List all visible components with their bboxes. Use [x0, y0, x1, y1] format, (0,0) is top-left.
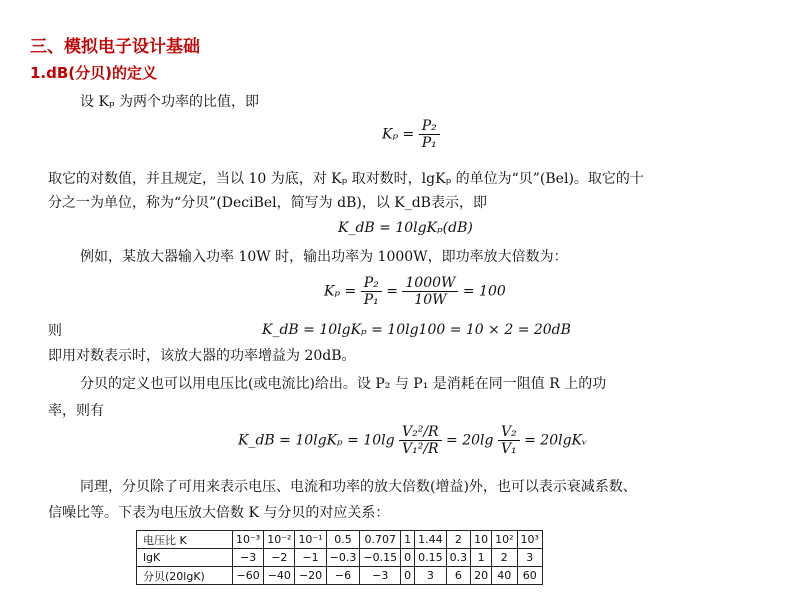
- table-cell: 40: [492, 567, 517, 585]
- table-cell: 2: [492, 549, 517, 567]
- eq1-denominator: P₁: [421, 135, 437, 151]
- paragraph-2-line-2: 分之一为单位，称为“分贝”(DeciBel，简写为 dB)，以 K_dB表示，即: [48, 195, 487, 211]
- paragraph-6-line-1: 同理，分贝除了可用来表示电压、电流和功率的放大倍数(增益)外，也可以表示衰减系数、: [80, 479, 637, 495]
- paragraph-2-line-1: 取它的对数值，并且规定，当以 10 为底，对 Kₚ 取对数时，lgKₚ 的单位为“贝”(Bel)。取它的十: [48, 171, 644, 187]
- table-cell: 10⁻²: [264, 531, 295, 549]
- equation-5: [238, 424, 587, 457]
- eq5-mid: = 20lg: [446, 432, 494, 449]
- table-cell: 1: [471, 549, 492, 567]
- table-cell: 0.3: [446, 549, 471, 567]
- eq1-lhs: Kₚ =: [382, 126, 415, 143]
- table-cell: 0.15: [415, 549, 447, 567]
- table-cell: 1.44: [415, 531, 447, 549]
- eq3-numerator-2: 1000W: [402, 275, 458, 292]
- table-row-label: lgK: [137, 549, 233, 567]
- eq1-numerator: P₂: [419, 118, 440, 135]
- table-cell: 2: [446, 531, 471, 549]
- eq3-numerator-1: P₂: [361, 275, 382, 292]
- eq3-denominator-2: 10W: [414, 292, 447, 308]
- table-row-label: 分贝(20lgK): [137, 567, 233, 585]
- table-cell: −60: [233, 567, 264, 585]
- table-cell: 10²: [492, 531, 517, 549]
- table-row: [137, 567, 543, 585]
- table-cell: 0: [401, 549, 415, 567]
- paragraph-4: 即用对数表示时，该放大器的功率增益为 20dB。: [48, 348, 356, 364]
- table-cell: 0: [401, 567, 415, 585]
- table-cell: −2: [264, 549, 295, 567]
- table-cell: 10: [471, 531, 492, 549]
- table-row: [137, 531, 543, 549]
- paragraph-5-line-2: 率，则有: [48, 403, 104, 419]
- eq3-fraction-1: [361, 275, 382, 308]
- table-cell: −3: [360, 567, 401, 585]
- table-cell: 0.707: [360, 531, 401, 549]
- paragraph-6-line-2: 信噪比等。下表为电压放大倍数 K 与分贝的对应关系：: [48, 505, 390, 521]
- table-cell: −1: [295, 549, 326, 567]
- table-cell: −0.3: [326, 549, 360, 567]
- table-cell: 60: [517, 567, 542, 585]
- table-cell: 3: [517, 549, 542, 567]
- table-cell: −40: [264, 567, 295, 585]
- equation-1: [382, 118, 440, 151]
- eq5-rhs: = 20lgKᵥ: [524, 432, 588, 449]
- table-cell: 0.5: [326, 531, 360, 549]
- section-title: 三、模拟电子设计基础: [30, 37, 200, 57]
- equation-4: K_dB = 10lgKₚ = 10lg100 = 10 × 2 = 20dB: [262, 322, 571, 338]
- table-cell: −0.15: [360, 549, 401, 567]
- eq3-equals: =: [386, 283, 398, 300]
- eq5-denominator-2: V₁: [500, 441, 517, 457]
- eq3-denominator-1: P₁: [363, 292, 379, 308]
- equation-2: K_dB = 10lgKₚ(dB): [338, 220, 473, 236]
- subsection-title: 1.dB(分贝)的定义: [30, 64, 158, 82]
- eq5-numerator-1: V₂²/R: [399, 424, 442, 441]
- table-cell: 10⁻³: [233, 531, 264, 549]
- table-cell: −20: [295, 567, 326, 585]
- eq5-denominator-1: V₁²/R: [402, 441, 439, 457]
- db-table-body: [137, 531, 543, 585]
- paragraph-1: 设 Kₚ 为两个功率的比值，即: [80, 94, 259, 110]
- eq5-lhs: K_dB = 10lgKₚ = 10lg: [238, 432, 395, 449]
- table-cell: 20: [471, 567, 492, 585]
- table-cell: −3: [233, 549, 264, 567]
- eq5-fraction-2: [498, 424, 520, 457]
- table-cell: 3: [415, 567, 447, 585]
- table-cell: 1: [401, 531, 415, 549]
- eq3-rhs: = 100: [462, 283, 506, 300]
- table-cell: 10³: [517, 531, 542, 549]
- table-cell: −6: [326, 567, 360, 585]
- equation-3: [324, 275, 506, 308]
- paragraph-3: 例如，某放大器输入功率 10W 时，输出功率为 1000W，即功率放大倍数为：: [80, 249, 568, 265]
- eq1-fraction: [419, 118, 440, 151]
- table-cell: 10⁻¹: [295, 531, 326, 549]
- table-row-label: 电压比 K: [137, 531, 233, 549]
- then-label: 则: [48, 323, 62, 339]
- eq5-fraction-1: [399, 424, 442, 457]
- eq3-lhs: Kₚ =: [324, 283, 357, 300]
- eq5-numerator-2: V₂: [498, 424, 520, 441]
- table-cell: 6: [446, 567, 471, 585]
- paragraph-5-line-1: 分贝的定义也可以用电压比(或电流比)给出。设 P₂ 与 P₁ 是消耗在同一阻值 R 上的功: [80, 376, 607, 392]
- table-row: [137, 549, 543, 567]
- eq3-fraction-2: [402, 275, 458, 308]
- db-table: [136, 530, 543, 585]
